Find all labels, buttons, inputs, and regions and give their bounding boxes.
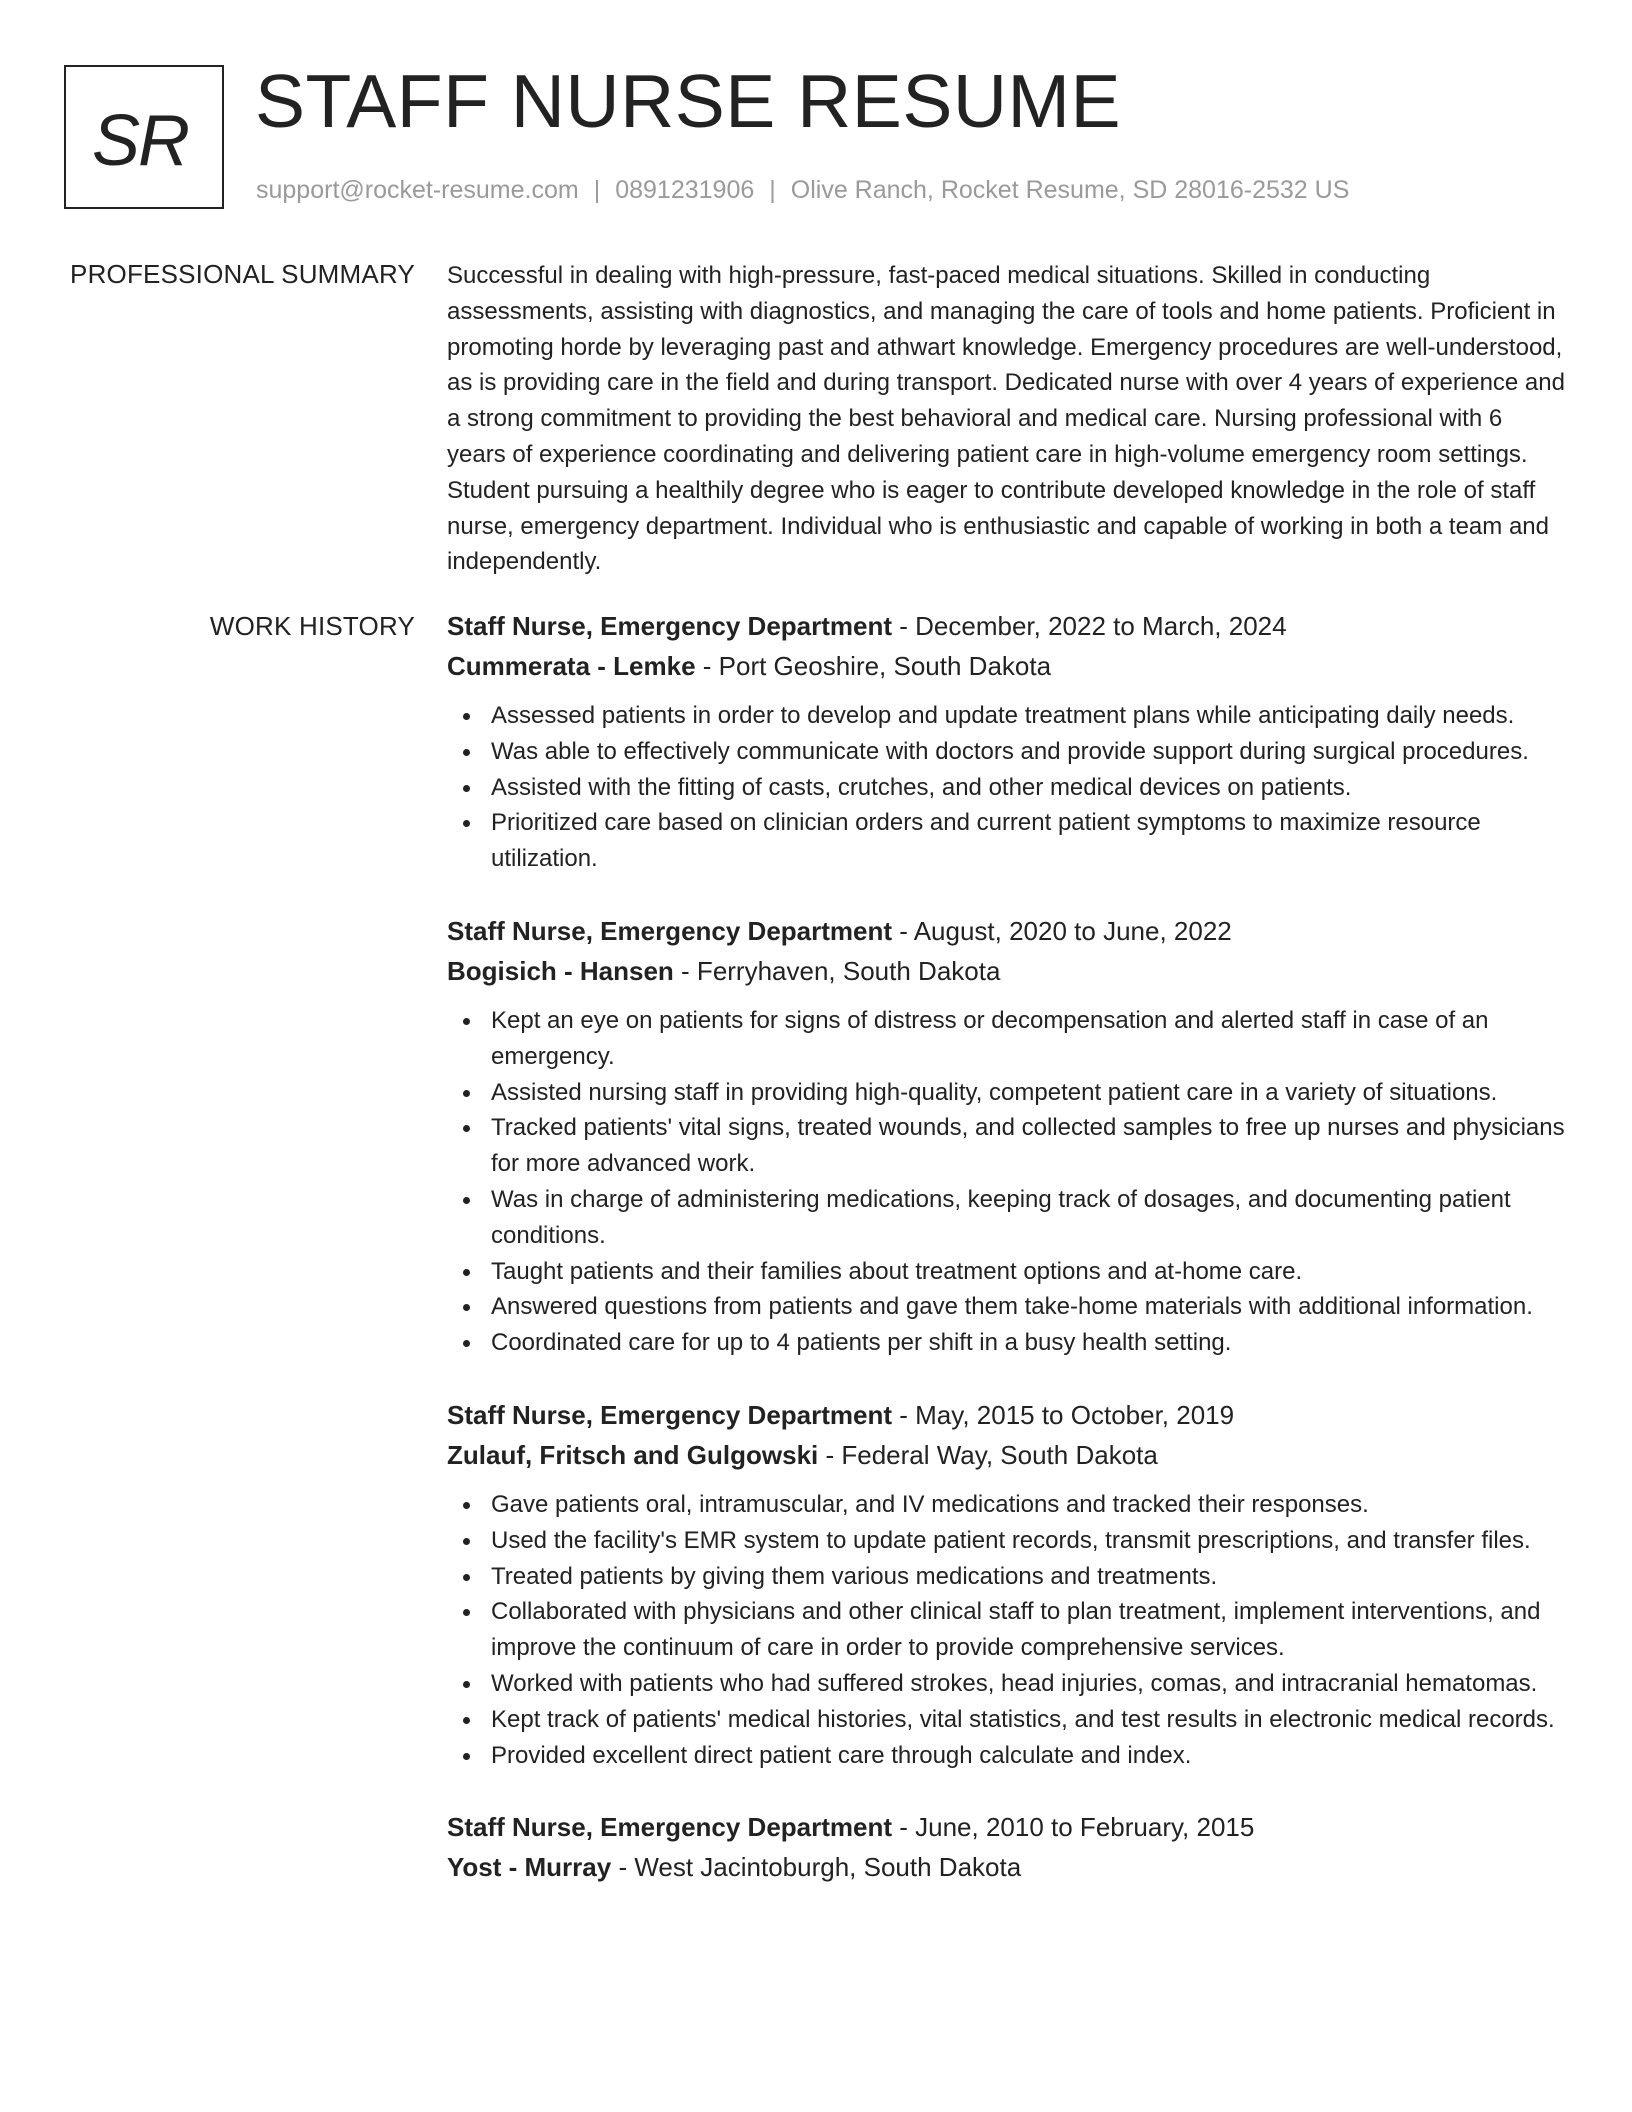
job-entry xyxy=(447,911,1567,1361)
contact-phone[interactable]: 0891231906 xyxy=(615,176,755,204)
job-bullet: Treated patients by giving them various medications and treatments. xyxy=(447,1559,1567,1595)
job-title: Staff Nurse, Emergency Department xyxy=(447,611,893,641)
job-company: Yost - Murray xyxy=(447,1852,612,1883)
job-company-line xyxy=(447,951,1567,991)
job-bullet: Provided excellent direct patient care through calculate and index. xyxy=(447,1738,1567,1774)
contact-email[interactable]: support@rocket-resume.com xyxy=(256,176,579,204)
job-bullet: Assessed patients in order to develop and update treatment plans while anticipating daily needs. xyxy=(447,698,1567,734)
section-label-summary: PROFESSIONAL SUMMARY xyxy=(70,259,415,289)
job-title: Staff Nurse, Emergency Department xyxy=(447,1399,893,1430)
job-company: Bogisich - Hansen xyxy=(447,955,674,986)
initials-text: SR xyxy=(91,101,189,181)
job-title: Staff Nurse, Emergency Department xyxy=(447,1812,893,1843)
job-company-line xyxy=(447,1847,1567,1887)
job-title-line xyxy=(447,911,1567,951)
contact-line xyxy=(256,174,1349,206)
job-bullet: Was in charge of administering medications, keeping track of dosages, and documenting patient conditions. xyxy=(447,1182,1567,1254)
job-bullet-list xyxy=(447,698,1567,877)
job-company: Zulauf, Fritsch and Gulgowski xyxy=(447,1439,819,1470)
job-location: - West Jacintoburgh, South Dakota xyxy=(611,1852,1022,1883)
job-bullet-list xyxy=(447,1487,1567,1773)
summary-paragraph: Successful in dealing with high-pressure, fast-paced medical situations. Skilled in conducting assessments, assisting with diagnostics, and managing the care of tools and home patients. Proficient in promoting horde by leveraging past and athwart knowledge. Emergency procedures are well-understood, as is providing care in the field and during transport. Dedicated nurse with over 4 years of experience and a strong commitment to providing the best behavioral and medical care. Nursing professional with 6 years of experience coordinating and delivering patient care in high-volume emergency room settings. Student pursuing a healthily degree who is eager to contribute developed knowledge in the role of staff nurse, emergency department. Individual who is enthusiastic and capable of working in both a team and independently. xyxy=(447,262,1565,576)
contact-separator: | xyxy=(593,176,601,204)
job-entry xyxy=(447,1807,1567,1887)
contact-address: Olive Ranch, Rocket Resume, SD 28016-2532 US xyxy=(790,176,1350,204)
section-label-work-history: WORK HISTORY xyxy=(209,611,415,641)
job-title-line xyxy=(447,606,1567,646)
job-location: - Federal Way, South Dakota xyxy=(818,1439,1158,1470)
job-title: Staff Nurse, Emergency Department xyxy=(447,915,893,946)
job-dates: - December, 2022 to March, 2024 xyxy=(892,611,1287,641)
job-bullet: Prioritized care based on clinician orders and current patient symptoms to maximize resource utilization. xyxy=(447,805,1567,877)
initials-monogram xyxy=(64,65,224,209)
job-bullet: Assisted nursing staff in providing high-quality, competent patient care in a variety of situations. xyxy=(447,1075,1567,1111)
job-company-line xyxy=(447,646,1567,686)
job-bullet: Tracked patients' vital signs, treated wounds, and collected samples to free up nurses and physicians for more advanced work. xyxy=(447,1110,1567,1182)
job-bullet: Kept track of patients' medical histories, vital statistics, and test results in electronic medical records. xyxy=(447,1702,1567,1738)
job-bullet: Used the facility's EMR system to update patient records, transmit prescriptions, and transfer files. xyxy=(447,1523,1567,1559)
job-bullet: Gave patients oral, intramuscular, and IV medications and tracked their responses. xyxy=(447,1487,1567,1523)
job-bullet: Worked with patients who had suffered strokes, head injuries, comas, and intracranial hematomas. xyxy=(447,1666,1567,1702)
job-bullet: Collaborated with physicians and other clinical staff to plan treatment, implement interventions, and improve the continuum of care in order to provide comprehensive services. xyxy=(447,1594,1567,1666)
job-bullet: Coordinated care for up to 4 patients per shift in a busy health setting. xyxy=(447,1325,1567,1361)
job-bullet: Assisted with the fitting of casts, crutches, and other medical devices on patients. xyxy=(447,770,1567,806)
job-bullet-list xyxy=(447,1003,1567,1361)
job-location: - Ferryhaven, South Dakota xyxy=(673,955,1001,986)
job-location: - Port Geoshire, South Dakota xyxy=(695,651,1052,681)
job-entry xyxy=(447,1395,1567,1773)
job-company: Cummerata - Lemke xyxy=(447,651,696,681)
job-company-line xyxy=(447,1435,1567,1475)
job-entry xyxy=(447,606,1567,877)
resume-title: STAFF NURSE RESUME xyxy=(255,59,1122,143)
job-dates: - August, 2020 to June, 2022 xyxy=(892,915,1232,946)
job-dates: - May, 2015 to October, 2019 xyxy=(892,1399,1235,1430)
job-title-line xyxy=(447,1395,1567,1435)
job-bullet: Was able to effectively communicate with doctors and provide support during surgical procedures. xyxy=(447,734,1567,770)
job-bullet: Answered questions from patients and gave them take-home materials with additional information. xyxy=(447,1289,1567,1325)
job-dates: - June, 2010 to February, 2015 xyxy=(892,1812,1255,1843)
job-title-line xyxy=(447,1807,1567,1847)
contact-separator: | xyxy=(769,176,776,204)
job-bullet: Kept an eye on patients for signs of distress or decompensation and alerted staff in case of an emergency. xyxy=(447,1003,1567,1075)
job-bullet: Taught patients and their families about treatment options and at-home care. xyxy=(447,1254,1567,1290)
